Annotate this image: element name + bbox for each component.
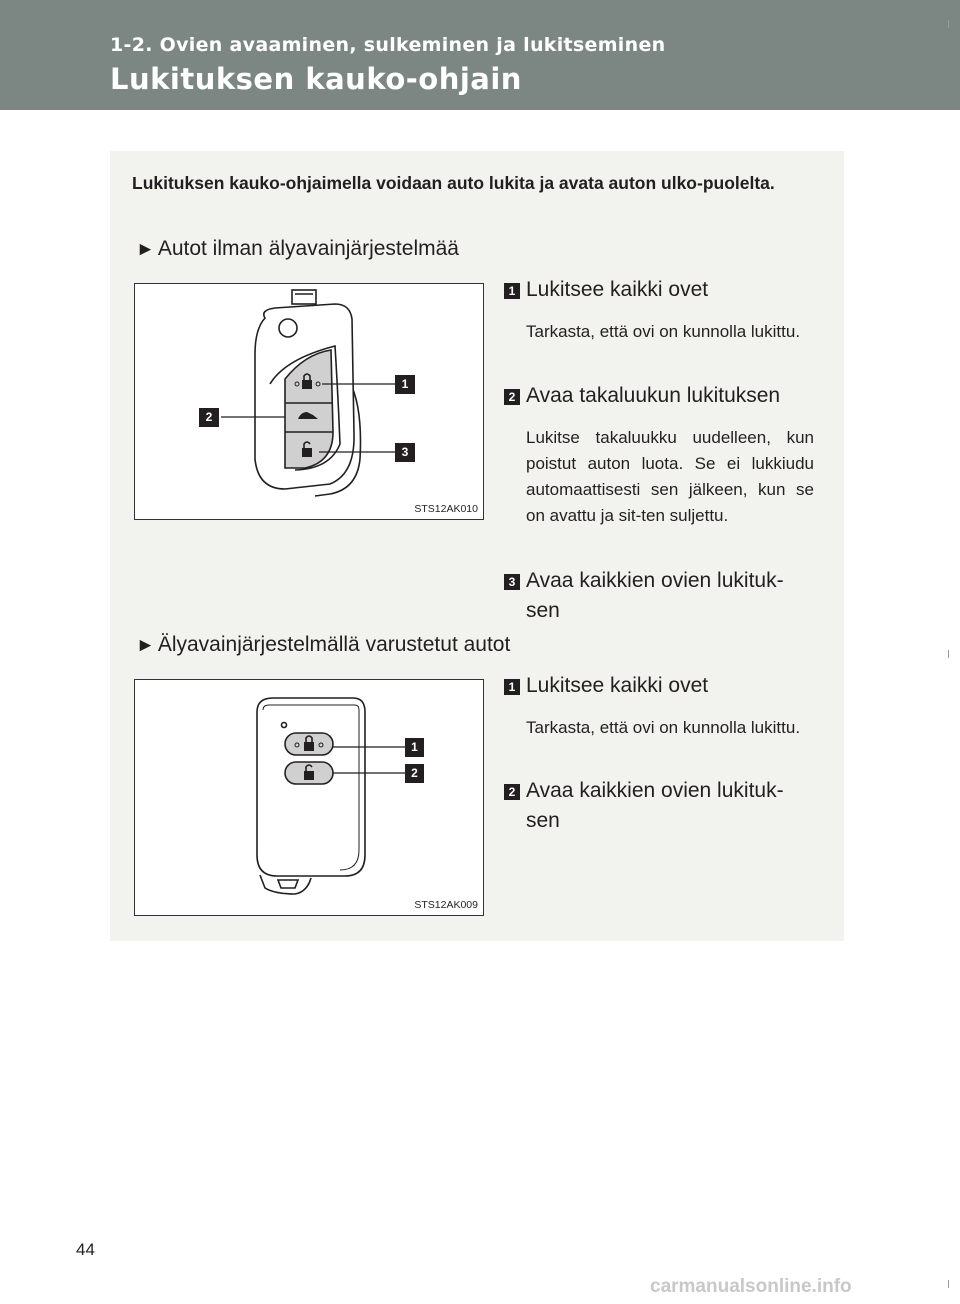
- figure-code: STS12AK010: [414, 503, 478, 515]
- item-lock-all: [504, 671, 814, 741]
- callout-2: 2: [199, 408, 219, 427]
- figure-smart-key: [134, 679, 484, 916]
- callout-1: 1: [395, 375, 415, 394]
- callout-2: 2: [405, 764, 424, 783]
- item-number-badge: 2: [504, 389, 520, 405]
- page-number: 44: [76, 1240, 95, 1259]
- item-unlock-all: [504, 776, 814, 836]
- triangle-bullet-icon: ►: [136, 635, 155, 656]
- figure-code: STS12AK009: [414, 899, 478, 911]
- item-number-badge: 3: [504, 574, 520, 590]
- item-number-badge: 2: [504, 784, 520, 800]
- folding-key-illustration: [135, 284, 483, 519]
- item-unlock-all: [504, 566, 814, 626]
- section-title: 1-2. Ovien avaaminen, sulkeminen ja lukitseminen: [110, 34, 666, 56]
- item-description: Tarkasta, että ovi on kunnolla lukittu.: [526, 322, 801, 341]
- subheading-label: Älyavainjärjestelmällä varustetut autot: [157, 633, 511, 656]
- crop-mark: [948, 650, 949, 658]
- smart-key-illustration: [135, 680, 483, 915]
- item-title: Lukitsee kaikki ovet: [526, 674, 709, 697]
- intro-text: Lukituksen kauko-ohjaimella voidaan auto lukita ja avata auton ulko-puolelta.: [132, 173, 775, 193]
- crop-mark: [948, 20, 949, 28]
- item-lock-all: [504, 275, 814, 345]
- item-title: Avaa kaikkien ovien lukituk-sen: [526, 569, 784, 622]
- item-title: Avaa kaikkien ovien lukituk-sen: [526, 779, 784, 832]
- callout-3: 3: [395, 443, 415, 462]
- triangle-bullet-icon: ►: [136, 239, 155, 260]
- item-unlock-trunk: [504, 381, 814, 529]
- item-description: Lukitse takaluukku uudelleen, kun poistut auton luota. Se ei lukkiudu automaattisesti sen jälkeen, kun se on avattu ja sit-ten suljettu.: [526, 428, 814, 525]
- subheading-smart-key: [136, 633, 510, 657]
- callout-1: 1: [405, 738, 424, 757]
- item-number-badge: 1: [504, 679, 520, 695]
- subheading-no-smart-key: [136, 237, 459, 261]
- watermark: carmanualsonline.info: [650, 1276, 852, 1297]
- item-description: Tarkasta, että ovi on kunnolla lukittu.: [526, 718, 801, 737]
- chapter-header: [0, 0, 960, 110]
- item-title: Avaa takaluukun lukituksen: [526, 384, 781, 407]
- subheading-label: Autot ilman älyavainjärjestelmää: [157, 237, 459, 260]
- item-number-badge: 1: [504, 283, 520, 299]
- figure-folding-key: [134, 283, 484, 520]
- crop-mark: [948, 1280, 949, 1288]
- page-title: Lukituksen kauko-ohjain: [110, 62, 522, 96]
- item-title: Lukitsee kaikki ovet: [526, 278, 709, 301]
